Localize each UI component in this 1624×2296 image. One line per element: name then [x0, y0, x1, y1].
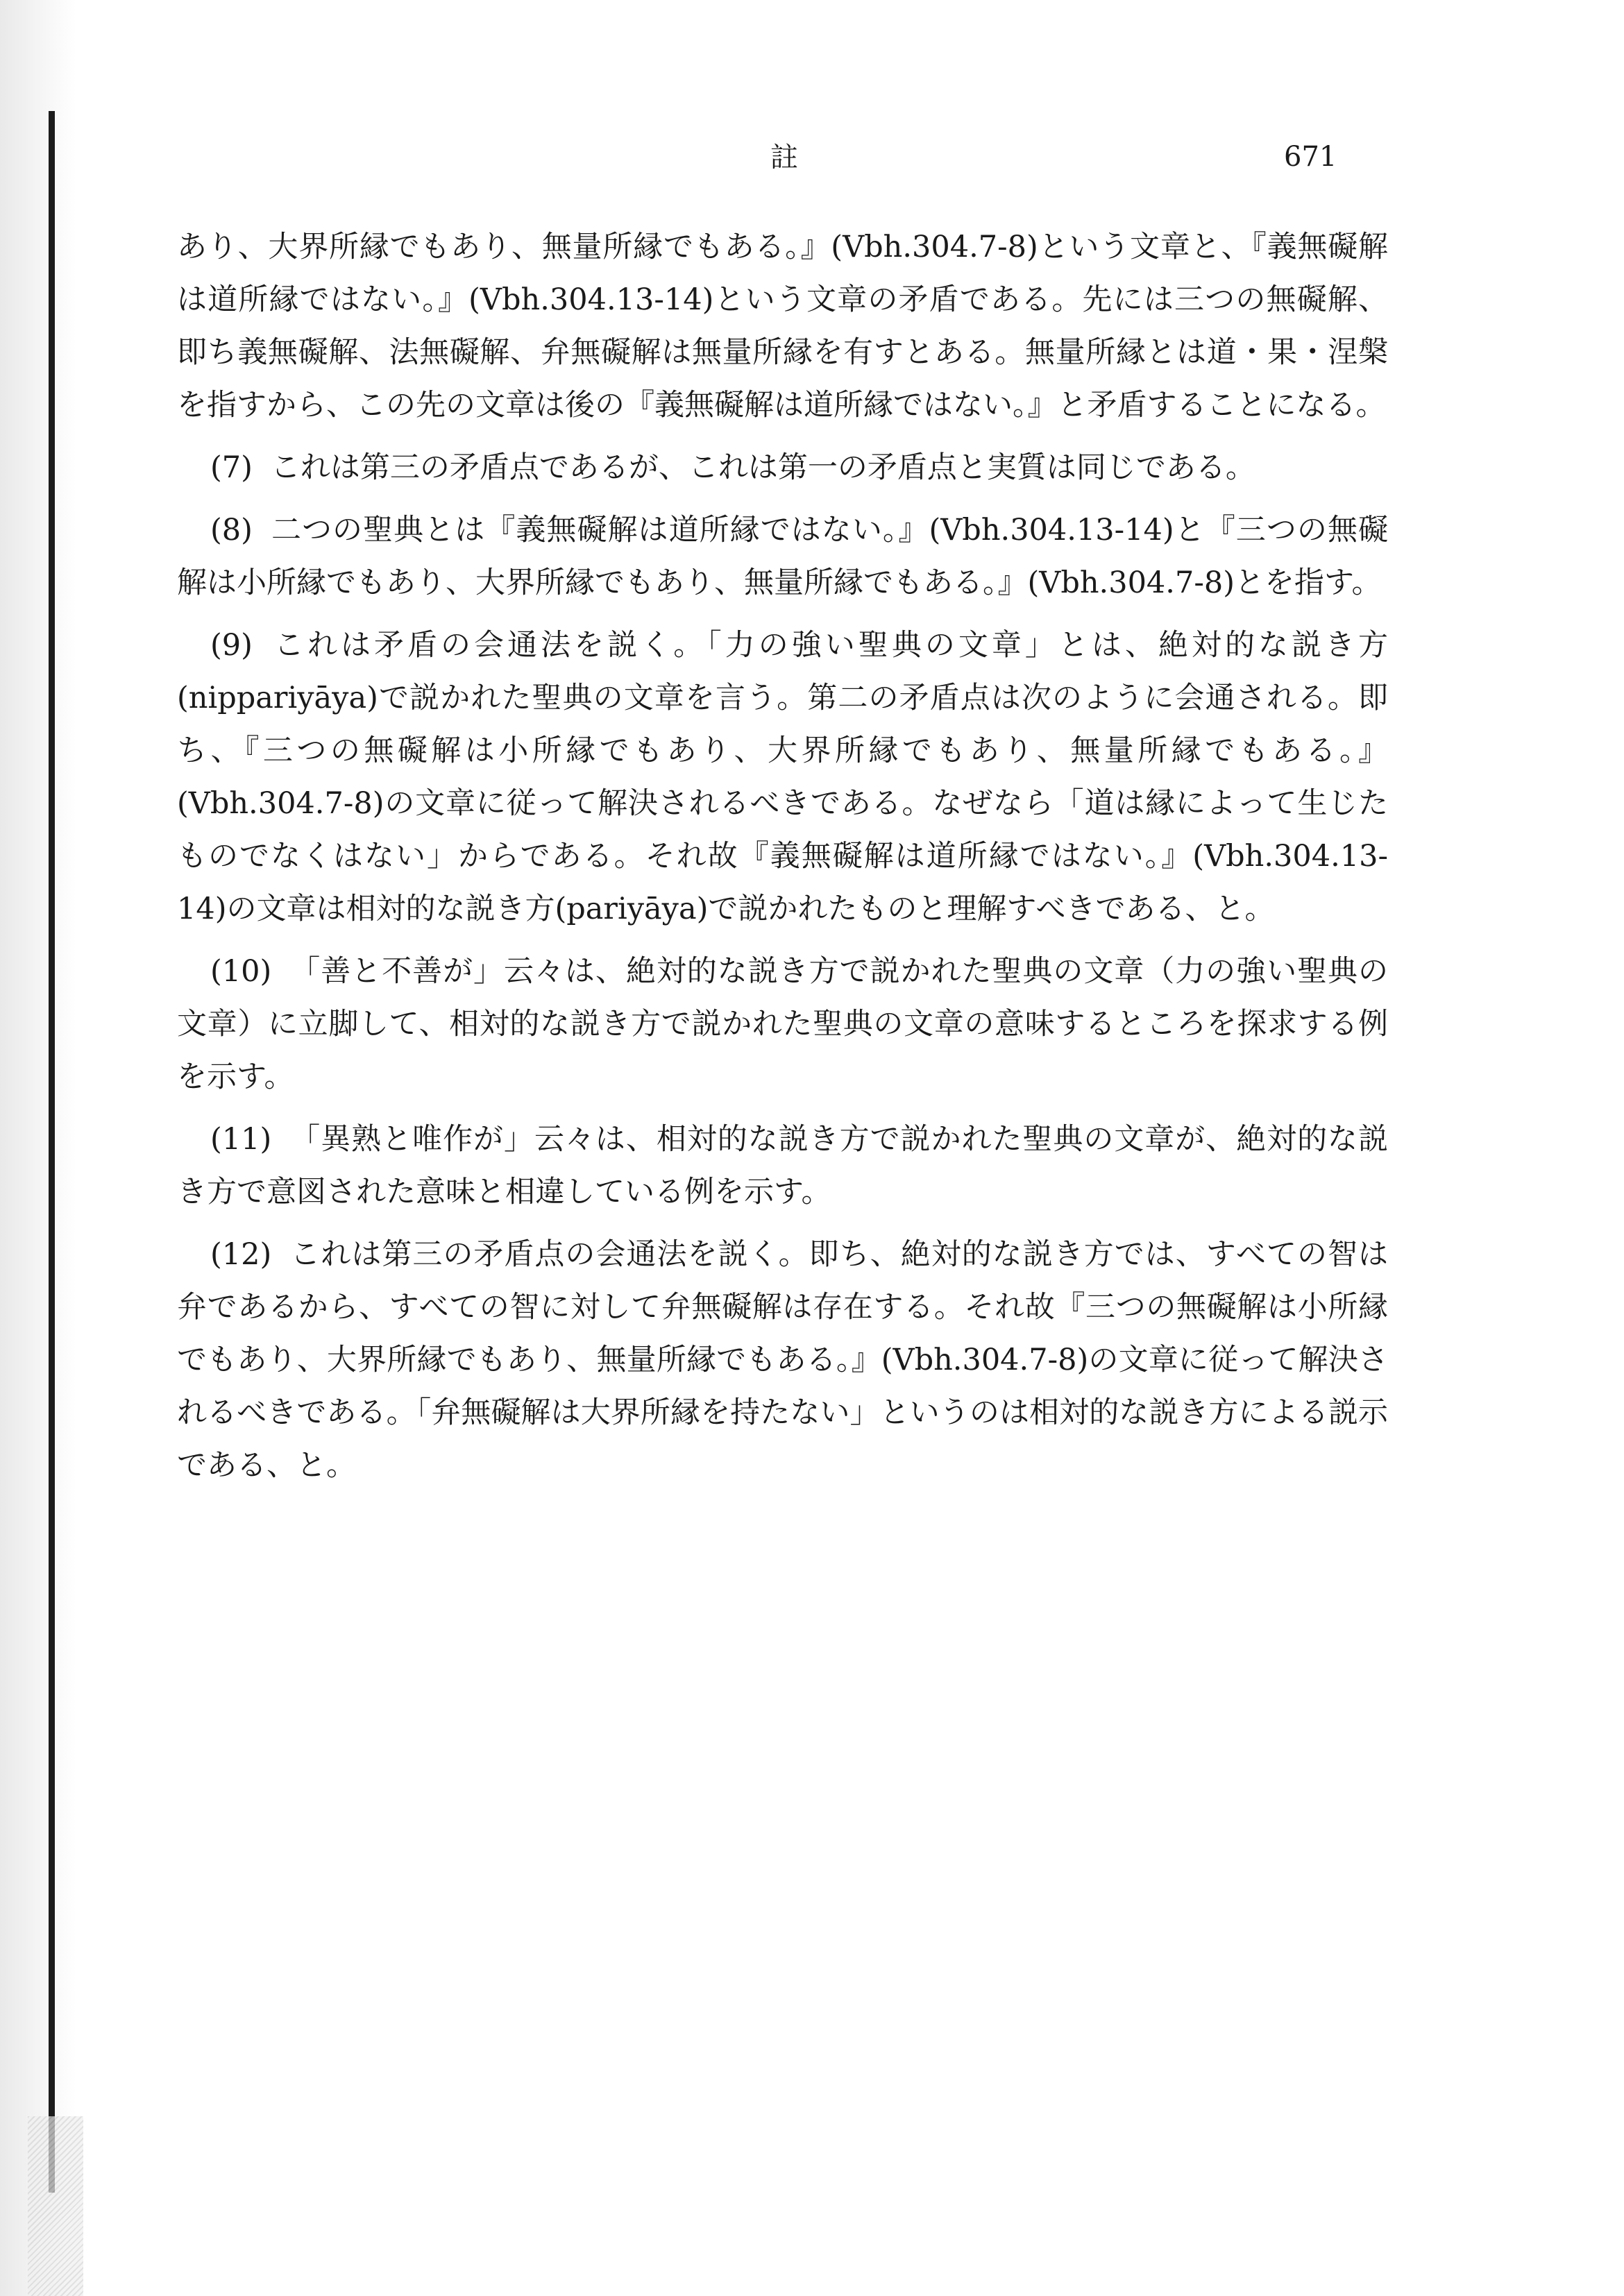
- note-number: (7): [210, 450, 253, 485]
- binding-edge-line: [49, 111, 55, 2193]
- running-head: 註: [770, 142, 800, 173]
- note-12: [177, 1228, 1388, 1492]
- note-number: (10): [210, 954, 272, 989]
- continuation-paragraph: あり、大界所縁でもあり、無量所縁でもある。』(Vbh.304.7-8)という文章と、『義無礙解は道所縁ではない。』(Vbh.304.13-14)という文章の矛盾である。先には三つの無礙解、即ち義無礙解、法無礙解、弁無礙解は無量所縁を有すとある。無量所縁とは道・果・涅槃を指すから、この先の文章は後の『義無礙解は道所縁ではない。』と矛盾することになる。: [177, 230, 1388, 423]
- note-9: [177, 619, 1388, 935]
- note-8: [177, 504, 1388, 609]
- note-number: (8): [210, 513, 253, 547]
- note-text: これは第三の矛盾点の会通法を説く。即ち、絶対的な説き方では、すべての智は弁であるから、すべての智に対して弁無礙解は存在する。それ故『三つの無礙解は小所縁でもあり、大界所縁でもあり、無量所縁でもある。』(Vbh.304.7-8)の文章に従って解決されるべきである。「弁無礙解は大界所縁を持たない」というのは相対的な説き方による説示である、と。: [177, 1237, 1388, 1483]
- note-number: (9): [210, 628, 253, 663]
- note-text: 「善と不善が」云々は、絶対的な説き方で説かれた聖典の文章（力の強い聖典の文章）に立脚して、相対的な説き方で説かれた聖典の文章の意味するところを探求する例を示す。: [177, 954, 1388, 1094]
- binding-scan-noise: [28, 2116, 83, 2296]
- note-11: [177, 1113, 1388, 1218]
- binding-shadow: [0, 0, 76, 2296]
- note-number: (11): [210, 1122, 272, 1157]
- note-text: これは第三の矛盾点であるが、これは第一の矛盾点と実質は同じである。: [270, 450, 1255, 485]
- notes-body: [177, 221, 1388, 1502]
- note-text: 二つの聖典とは『義無礙解は道所縁ではない。』(Vbh.304.13-14)と『三つの無礙解は小所縁でもあり、大界所縁でもあり、無量所縁でもある。』(Vbh.304.7-8)とを指す。: [177, 513, 1388, 600]
- page-number: 671: [1284, 141, 1337, 173]
- note-text: 「異熟と唯作が」云々は、相対的な説き方で説かれた聖典の文章が、絶対的な説き方で意図された意味と相違している例を示す。: [177, 1122, 1388, 1209]
- note-number: (12): [210, 1237, 272, 1272]
- note-text: これは矛盾の会通法を説く。「力の強い聖典の文章」とは、絶対的な説き方(nippariyāya)で説かれた聖典の文章を言う。第二の矛盾点は次のように会通される。即ち、『三つの無礙解は小所縁でもあり、大界所縁でもあり、無量所縁でもある。』(Vbh.304.7-8)の文章に従って解決されるべきである。なぜなら「道は縁によって生じたものでなくはない」からである。それ故『義無礙解は道所縁ではない。』(Vbh.304.13-14)の文章は相対的な説き方(pariyāya)で説かれたものと理解すべきである、と。: [177, 628, 1388, 926]
- note-7: [177, 441, 1388, 494]
- note-10: [177, 945, 1388, 1103]
